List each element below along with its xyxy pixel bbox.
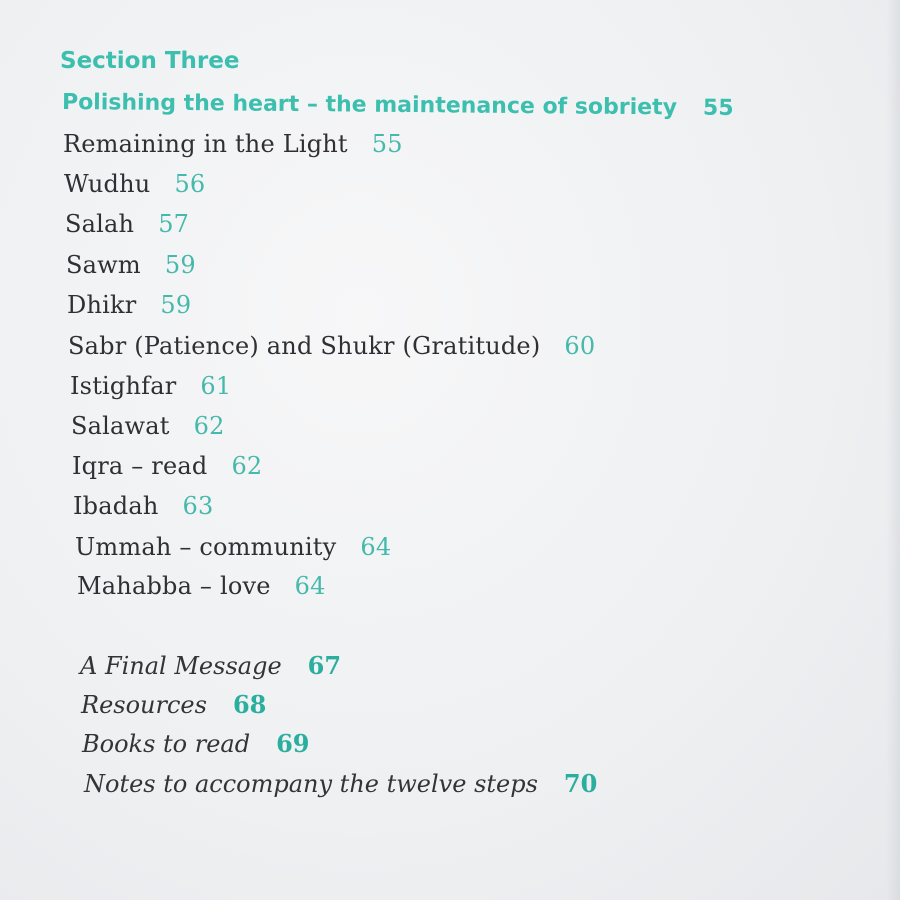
toc-entry bbox=[77, 572, 326, 600]
toc-entry bbox=[71, 412, 225, 440]
toc-entry-page-number: 62 bbox=[231, 452, 263, 480]
toc-entry-page-number: 63 bbox=[182, 492, 214, 520]
toc-final-entry-page-number: 68 bbox=[232, 690, 267, 719]
toc-final-entry-label: Books to read bbox=[82, 730, 251, 758]
toc-entry bbox=[66, 251, 196, 279]
toc-entry bbox=[72, 452, 262, 480]
toc-entry-label: Salah bbox=[65, 210, 135, 238]
toc-final-entry-label: A Final Message bbox=[80, 652, 282, 680]
toc-entry-page-number: 59 bbox=[160, 291, 192, 319]
toc-entry bbox=[70, 372, 231, 400]
toc-entry bbox=[65, 210, 189, 238]
toc-entry-page-number: 56 bbox=[174, 170, 206, 198]
toc-entry-page-number: 61 bbox=[200, 372, 232, 400]
toc-entry-label: Ummah – community bbox=[75, 533, 337, 561]
toc-entry-page-number: 62 bbox=[193, 412, 225, 440]
section-title-text: Polishing the heart – the maintenance of sobriety bbox=[61, 90, 678, 121]
toc-entry-page-number: 59 bbox=[164, 251, 196, 279]
toc-entry bbox=[68, 332, 595, 360]
toc-final-entry bbox=[80, 651, 341, 680]
section-title bbox=[62, 90, 734, 121]
toc-final-entry-label: Resources bbox=[81, 691, 207, 719]
toc-entry-label: Sawm bbox=[66, 251, 141, 279]
toc-entry-label: Istighfar bbox=[70, 372, 177, 400]
toc-entry-label: Dhikr bbox=[67, 291, 137, 319]
toc-entry-label: Salawat bbox=[71, 412, 170, 440]
toc-final-entry-label: Notes to accompany the twelve steps bbox=[84, 770, 538, 798]
toc-entry-label: Mahabba – love bbox=[77, 572, 271, 600]
toc-final-entry-page-number: 69 bbox=[276, 729, 310, 758]
toc-entry-label: Iqra – read bbox=[72, 452, 208, 480]
toc-entry-page-number: 64 bbox=[360, 533, 392, 561]
page-edge-shadow bbox=[886, 0, 900, 900]
toc-final-entry bbox=[81, 690, 266, 719]
toc-entry-page-number: 57 bbox=[158, 210, 190, 238]
toc-entry bbox=[67, 291, 191, 319]
toc-final-entry-page-number: 70 bbox=[563, 769, 598, 798]
section-title-page-number: 55 bbox=[702, 95, 734, 121]
toc-entry-page-number: 64 bbox=[294, 572, 326, 600]
toc-entry-page-number: 55 bbox=[371, 130, 403, 158]
toc-final-entry bbox=[82, 729, 310, 758]
toc-entry-label: Wudhu bbox=[64, 170, 151, 198]
toc-entry-page-number: 60 bbox=[564, 332, 596, 360]
toc-entry bbox=[63, 130, 403, 158]
toc-entry-label: Remaining in the Light bbox=[63, 130, 348, 158]
toc-entry bbox=[75, 533, 391, 561]
toc-entry-label: Sabr (Patience) and Shukr (Gratitude) bbox=[68, 332, 541, 360]
toc-entry-label: Ibadah bbox=[73, 492, 159, 520]
toc-final-entry-page-number: 67 bbox=[307, 651, 342, 680]
toc-entry bbox=[73, 492, 213, 520]
section-label: Section Three bbox=[60, 48, 240, 74]
toc-final-entry bbox=[84, 769, 597, 798]
toc-entry bbox=[64, 170, 205, 198]
